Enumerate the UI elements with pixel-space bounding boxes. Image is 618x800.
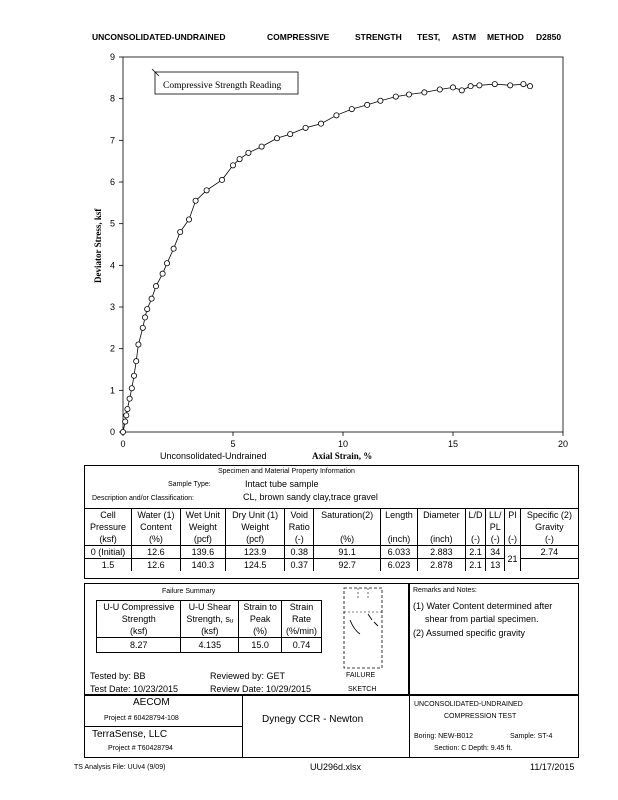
data-point — [125, 406, 130, 411]
stress-strain-chart — [0, 44, 618, 464]
table-row — [97, 638, 322, 653]
y-tick-label: 2 — [109, 343, 115, 354]
legend-label: Compressive Strength Reading — [163, 81, 282, 91]
table-cell: 91.1 — [314, 546, 381, 559]
table-cell: 12.6 — [132, 559, 181, 572]
table-header-row — [85, 509, 578, 522]
project-number: Project # 60428794-108 — [104, 715, 179, 722]
table-cell: 12.6 — [132, 546, 181, 559]
data-point — [193, 198, 198, 203]
table-cell: 140.3 — [180, 559, 225, 572]
data-point — [123, 419, 128, 424]
table-header: Dry Unit (1) — [225, 509, 284, 522]
x-tick-label: 20 — [557, 439, 569, 449]
data-point — [259, 144, 264, 149]
data-point — [422, 90, 427, 95]
client-project: Dynegy CCR - Newton — [262, 714, 364, 725]
classification-label: Description and/or Classification: — [92, 495, 194, 502]
table-header: Saturation(2) — [314, 509, 381, 522]
failure-sketch-label: FAILURE — [346, 672, 376, 679]
remarks-section — [409, 583, 579, 695]
table-header — [417, 521, 465, 533]
footer-date: 11/17/2015 — [530, 762, 575, 772]
data-point — [142, 315, 147, 320]
header-word: ASTM — [452, 32, 477, 42]
table-cell: 34 — [486, 546, 505, 559]
data-point — [149, 296, 154, 301]
header-word: STRENGTH — [355, 32, 402, 42]
table-header: Wet Unit — [180, 509, 225, 522]
section-depth: Section: C Depth: 9.45 ft. — [434, 745, 513, 752]
chart-legend — [152, 69, 298, 94]
y-tick-label: 8 — [109, 93, 115, 104]
table-row — [85, 546, 578, 559]
data-point — [153, 284, 158, 289]
failure-sketch-label: SKETCH — [348, 686, 377, 693]
table-header-row — [97, 601, 322, 638]
failure-summary-table — [96, 600, 322, 653]
table-header: Weight — [180, 521, 225, 533]
table-header: (-) — [505, 533, 521, 546]
y-tick-label: 6 — [109, 177, 115, 187]
table-header: Pressure — [90, 522, 127, 532]
strain-to-peak-value: 15.0 — [239, 638, 282, 653]
data-point — [492, 81, 497, 86]
table-header — [314, 521, 381, 533]
data-point — [378, 98, 383, 103]
data-point — [527, 84, 532, 89]
company-name: AECOM — [133, 697, 170, 708]
boring-id: Boring: NEW-B012 — [414, 733, 474, 740]
table-header: (inch) — [380, 533, 417, 546]
test-name: UNCONSOLIDATED-UNDRAINED — [414, 701, 523, 708]
table-header: (pcf) — [225, 533, 284, 546]
header-word: COMPRESSIVE — [267, 32, 330, 42]
table-header: Length — [380, 509, 417, 522]
sample-type-label: Sample Type: — [168, 481, 211, 488]
failure-sketch — [338, 584, 388, 674]
y-tick-label: 1 — [109, 385, 115, 396]
table-cell: 6.033 — [380, 546, 417, 559]
x-tick-label: 0 — [120, 439, 126, 449]
table-header: U-U Compressive Strength (ksf) — [97, 601, 181, 638]
data-point — [288, 131, 293, 136]
remark-note: (1) Water Content determined after — [413, 601, 553, 611]
table-cell: 124.5 — [225, 559, 284, 572]
table-header: Diameter — [417, 509, 465, 522]
shear-strength-value: 4.135 — [181, 638, 239, 653]
table-cell: 139.6 — [180, 546, 225, 559]
data-point — [131, 373, 136, 378]
x-axis-label: Axial Strain, % — [312, 451, 373, 461]
data-point — [334, 113, 339, 118]
data-point — [129, 386, 134, 391]
table-header: PI — [505, 509, 521, 522]
table-header: U-U Shear Strength, sᵤ (ksf) — [181, 601, 239, 638]
table-header: Strain to Peak (%) — [239, 601, 282, 638]
table-header: (-) — [520, 533, 578, 546]
table-cell: 6.023 — [380, 559, 417, 572]
header-word: TEST, — [417, 32, 441, 42]
table-header: (ksf) — [99, 534, 117, 544]
table-cell: 0 (Initial) — [85, 546, 132, 559]
table-header: (-) — [486, 533, 505, 546]
header-test-type: UNCONSOLIDATED-UNDRAINED — [92, 32, 226, 42]
data-point — [246, 150, 251, 155]
x-tick-label: 5 — [230, 439, 236, 449]
x-tick-label: 15 — [447, 439, 459, 449]
data-point — [120, 429, 125, 434]
table-cell: 92.7 — [314, 559, 381, 572]
y-tick-label: 9 — [109, 52, 115, 62]
data-point — [406, 92, 411, 97]
table-cell — [520, 559, 578, 572]
table-cell: 2.883 — [417, 546, 465, 559]
data-point — [237, 156, 242, 161]
x-axis-prefix: Unconsolidated-Undrained — [160, 451, 267, 461]
table-header-row — [85, 521, 578, 533]
table-header — [380, 521, 417, 533]
data-point — [303, 125, 308, 130]
table-header: (%) — [132, 533, 181, 546]
y-tick-label: 3 — [109, 302, 115, 312]
data-point — [393, 94, 398, 99]
table-cell: 2.1 — [465, 559, 486, 572]
footer-filename: UU296d.xlsx — [310, 762, 362, 772]
table-header: Water (1) — [132, 509, 181, 522]
table-header: (%) — [314, 533, 381, 546]
data-point — [437, 87, 442, 92]
data-point — [136, 342, 141, 347]
specimen-heading: Specimen and Material Property Information — [218, 468, 355, 475]
y-tick-label: 0 — [109, 427, 115, 437]
company-name: TerraSense, LLC — [92, 729, 168, 740]
table-cell: 123.9 — [225, 546, 284, 559]
compressive-strength-value: 8.27 — [97, 638, 181, 653]
table-header: Content — [132, 521, 181, 533]
data-point — [204, 188, 209, 193]
table-header-row — [85, 533, 578, 546]
classification-value: CL, brown sandy clay,trace gravel — [243, 492, 378, 502]
data-point — [171, 246, 176, 251]
data-point — [365, 102, 370, 107]
y-tick-label: 4 — [109, 260, 115, 271]
failure-heading: Failure Summary — [162, 588, 216, 595]
table-header: Ratio — [285, 521, 314, 533]
table-header: L/D — [465, 509, 486, 522]
data-point — [468, 84, 473, 89]
data-point — [230, 163, 235, 168]
strain-rate-value: 0.74 — [281, 638, 321, 653]
data-point — [219, 177, 224, 182]
data-point — [186, 217, 191, 222]
header-method: D2850 — [536, 32, 562, 42]
table-header: Void — [285, 509, 314, 522]
data-point — [477, 83, 482, 88]
table-cell: 21 — [505, 546, 521, 572]
data-point — [450, 85, 455, 90]
table-cell: 2.74 — [520, 546, 578, 559]
data-point — [145, 306, 150, 311]
data-point — [274, 136, 279, 141]
table-header: (pcf) — [180, 533, 225, 546]
stress-strain-curve — [123, 84, 530, 432]
footer-file-version: TS Analysis File: UUv4 (9/09) — [74, 764, 166, 771]
table-header — [465, 521, 486, 533]
table-header: LL/ — [486, 509, 505, 522]
table-cell: 0.37 — [285, 559, 314, 572]
data-point — [508, 83, 513, 88]
table-cell: 1.5 — [85, 559, 132, 572]
review-date: Review Date: 10/29/2015 — [210, 684, 312, 694]
table-header: Strain Rate (%/min) — [281, 601, 321, 638]
y-axis-label: Deviator Stress, ksf — [93, 208, 103, 283]
specimen-properties-table — [85, 508, 578, 571]
table-cell: 0.38 — [285, 546, 314, 559]
x-tick-label: 10 — [337, 439, 349, 449]
header-word: METHOD — [487, 32, 524, 42]
data-point — [160, 271, 165, 276]
data-point — [140, 325, 145, 330]
table-header: (-) — [465, 533, 486, 546]
table-header: (-) — [285, 533, 314, 546]
project-number: Project # T60428794 — [108, 745, 173, 752]
remark-note: (2) Assumed specific gravity — [413, 628, 526, 638]
data-point — [521, 81, 526, 86]
table-header: (inch) — [417, 533, 465, 546]
y-tick-label: 7 — [109, 135, 115, 146]
table-cell: 2.878 — [417, 559, 465, 572]
plot-area — [123, 57, 563, 432]
table-header: Specific (2) — [520, 509, 578, 522]
remarks-heading: Remarks and Notes: — [413, 587, 477, 594]
data-point — [349, 106, 354, 111]
table-header: Gravity — [520, 521, 578, 533]
table-header: Weight — [225, 521, 284, 533]
table-row — [85, 559, 578, 572]
remark-note: shear from partial specimen. — [425, 614, 539, 624]
table-cell: 13 — [486, 559, 505, 572]
test-name: COMPRESSION TEST — [444, 713, 517, 720]
sample-id: Sample: ST-4 — [510, 733, 553, 740]
data-point — [459, 88, 464, 93]
data-point — [134, 359, 139, 364]
data-point — [124, 413, 129, 418]
table-header: PL — [486, 521, 505, 533]
table-header — [505, 521, 521, 533]
tested-by: Tested by: BB — [90, 671, 146, 681]
test-date: Test Date: 10/23/2015 — [90, 684, 179, 694]
data-point — [178, 229, 183, 234]
y-tick-label: 5 — [109, 218, 115, 229]
table-cell: 2.1 — [465, 546, 486, 559]
sample-type-value: Intact tube sample — [245, 479, 319, 489]
data-point — [127, 396, 132, 401]
table-header: Cell — [85, 509, 132, 522]
data-point — [318, 121, 323, 126]
data-point — [164, 261, 169, 266]
reviewed-by: Reviewed by: GET — [210, 671, 286, 681]
